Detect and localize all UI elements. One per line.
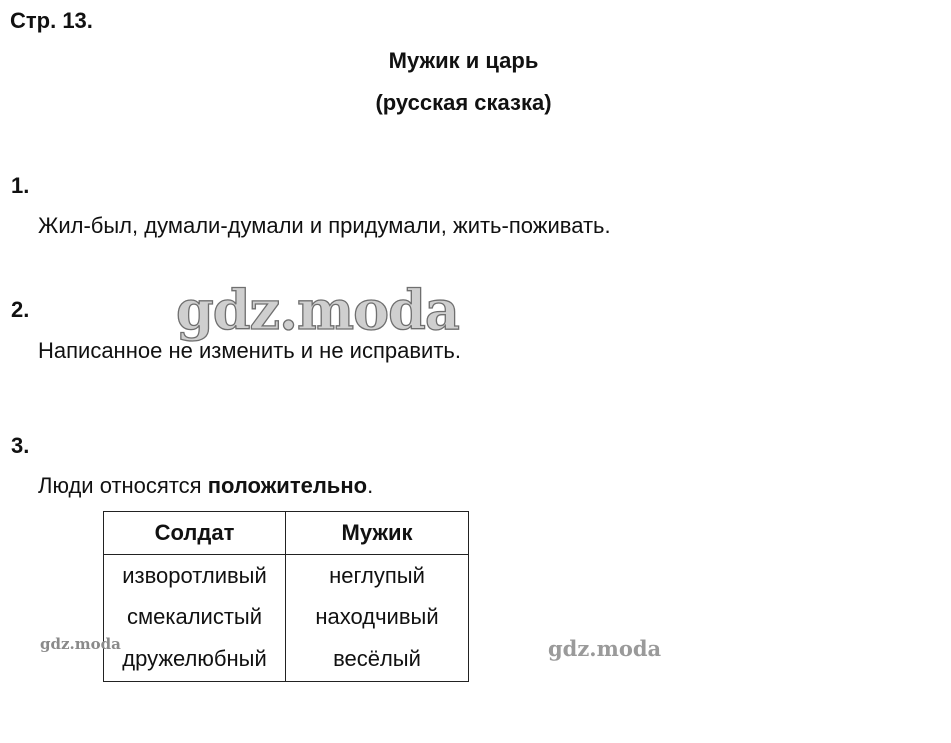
table-row (104, 637, 469, 682)
watermark-logo: gdz.moda (176, 278, 459, 342)
task-answer-3-suffix: . (367, 473, 374, 498)
story-title: Мужик и царь (388, 48, 539, 73)
task-answer-1: Жил-был, думали-думали и придумали, жить-поживать. (38, 213, 611, 238)
column-header-soldier: Солдат (104, 512, 286, 555)
page-reference: Стр. 13. (10, 8, 93, 33)
table-cell: изворотливый (104, 555, 286, 597)
watermark-small-left: gdz.moda (40, 635, 121, 653)
table-cell: неглупый (286, 555, 469, 597)
table-cell: дружелюбный (104, 637, 286, 682)
task-number-3: 3. (11, 433, 30, 458)
watermark-small-right: gdz.moda (548, 636, 662, 661)
task-answer-3-emphasis: положительно (207, 473, 368, 498)
traits-table (103, 511, 469, 682)
table-cell: смекалистый (104, 596, 286, 637)
task-number-2: 2. (11, 297, 30, 322)
table-cell: находчивый (286, 596, 469, 637)
task-answer-3-prefix: Люди относятся (38, 473, 208, 498)
story-subtitle: (русская сказка) (375, 90, 552, 115)
task-number-1: 1. (11, 173, 30, 198)
table-row (104, 555, 469, 597)
table-header-row (104, 512, 469, 555)
table-cell: весёлый (286, 637, 469, 682)
column-header-peasant: Мужик (286, 512, 469, 555)
task-answer-2: Написанное не изменить и не исправить. (38, 338, 461, 363)
task-answer-3 (38, 473, 373, 499)
table-row (104, 596, 469, 637)
